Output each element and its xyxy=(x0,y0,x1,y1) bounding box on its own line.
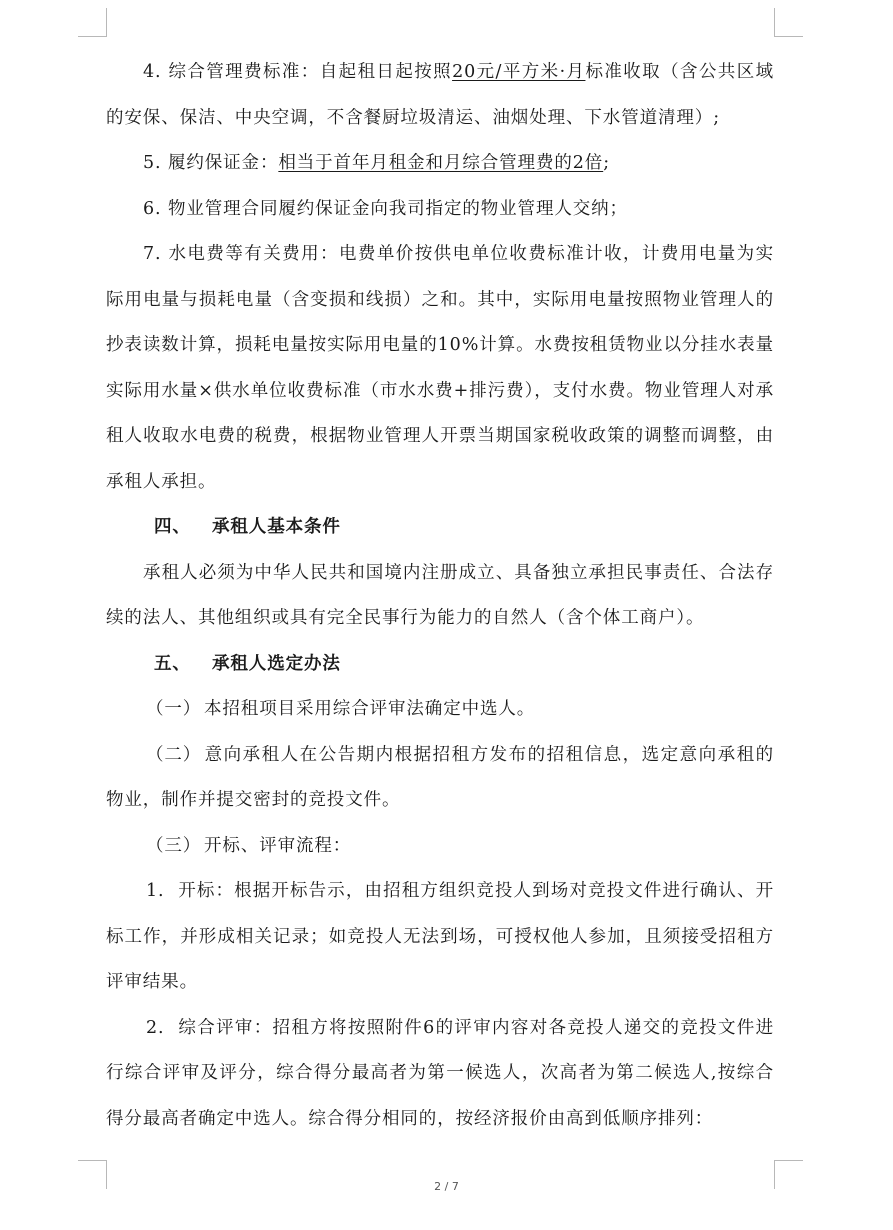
step-item xyxy=(106,1006,774,1143)
deposit-suffix: ; xyxy=(603,153,610,173)
list-item-text: 本招租项目采用综合评审法确定中选人。 xyxy=(204,699,536,719)
page-number: 2 / 7 xyxy=(434,1180,459,1193)
step-number: 1. xyxy=(146,881,165,901)
crop-mark-top-right xyxy=(774,8,803,37)
paragraph-management-fee xyxy=(106,50,774,141)
deposit-label: 5. 履约保证金： xyxy=(143,153,279,173)
section-title: 承租人基本条件 xyxy=(212,517,341,537)
list-item xyxy=(106,733,774,824)
document-body xyxy=(106,50,774,1142)
section-number: 四、 xyxy=(154,517,191,537)
section-heading-selection-method xyxy=(106,642,774,688)
list-item-text: 开标、评审流程： xyxy=(204,835,352,856)
section-heading-lessee-conditions xyxy=(106,505,774,551)
list-item-number: （一） xyxy=(146,699,202,719)
list-item-number: （三） xyxy=(146,835,202,856)
deposit-amount: 相当于首年月租金和月综合管理费的2倍 xyxy=(278,153,604,173)
step-number: 2. xyxy=(146,1017,165,1038)
list-item xyxy=(106,687,774,733)
management-fee-rate: 20元/平方米·月 xyxy=(452,62,586,82)
step-text: 综合评审：招租方将按照附件6的评审内容对各竞投人递交的竞投文件进行综合评审及评分，综合得分最高者为第一候选人，次高者为第二候选人,按综合得分最高者确定中选人。综合得分相同的，按经济报价由高到低顺序排列： xyxy=(106,1017,774,1129)
step-item xyxy=(106,869,774,1006)
list-item-number: （二） xyxy=(146,744,202,765)
paragraph-performance-deposit xyxy=(106,141,774,187)
management-fee-label: 4. 综合管理费标准：自起租日起按照 xyxy=(143,62,453,82)
management-fee-detail: 标准收取（含公共区域的安保、保洁、中央空调，不含餐厨垃圾清运、油烟处理、下水管道清理）; xyxy=(106,62,775,128)
crop-mark-top-left xyxy=(78,8,107,37)
list-item xyxy=(106,824,774,870)
paragraph-utility-fees: 7. 水电费等有关费用：电费单价按供电单位收费标准计收，计费用电量为实际用电量与损耗电量（含变损和线损）之和。其中，实际用电量按照物业管理人的抄表读数计算，损耗电量按实际用电量的10%计算。水费按租赁物业以分挂水表量实际用水量×供水单位收费标准（市水水费+排污费），支付水费。物业管理人对承租人收取水电费的税费，根据物业管理人开票当期国家税收政策的调整而调整，由承租人承担。 xyxy=(106,244,774,492)
section-number: 五、 xyxy=(154,653,191,674)
section-title: 承租人选定办法 xyxy=(212,653,341,674)
list-item-text: 意向承租人在公告期内根据招租方发布的招租信息，选定意向承租的物业，制作并提交密封的竞投文件。 xyxy=(106,744,774,810)
step-text: 开标：根据开标告示，由招租方组织竞投人到场对竞投文件进行确认、开标工作，并形成相关记录；如竞投人无法到场，可授权他人参加，且须接受招租方评审结果。 xyxy=(106,881,774,992)
paragraph-property-deposit: 6. 物业管理合同履约保证金向我司指定的物业管理人交纳； xyxy=(143,198,628,219)
paragraph-lessee-conditions: 承租人必须为中华人民共和国境内注册成立、具备独立承担民事责任、合法存续的法人、其他组织或具有完全民事行为能力的自然人（含个体工商户）。 xyxy=(106,562,774,628)
